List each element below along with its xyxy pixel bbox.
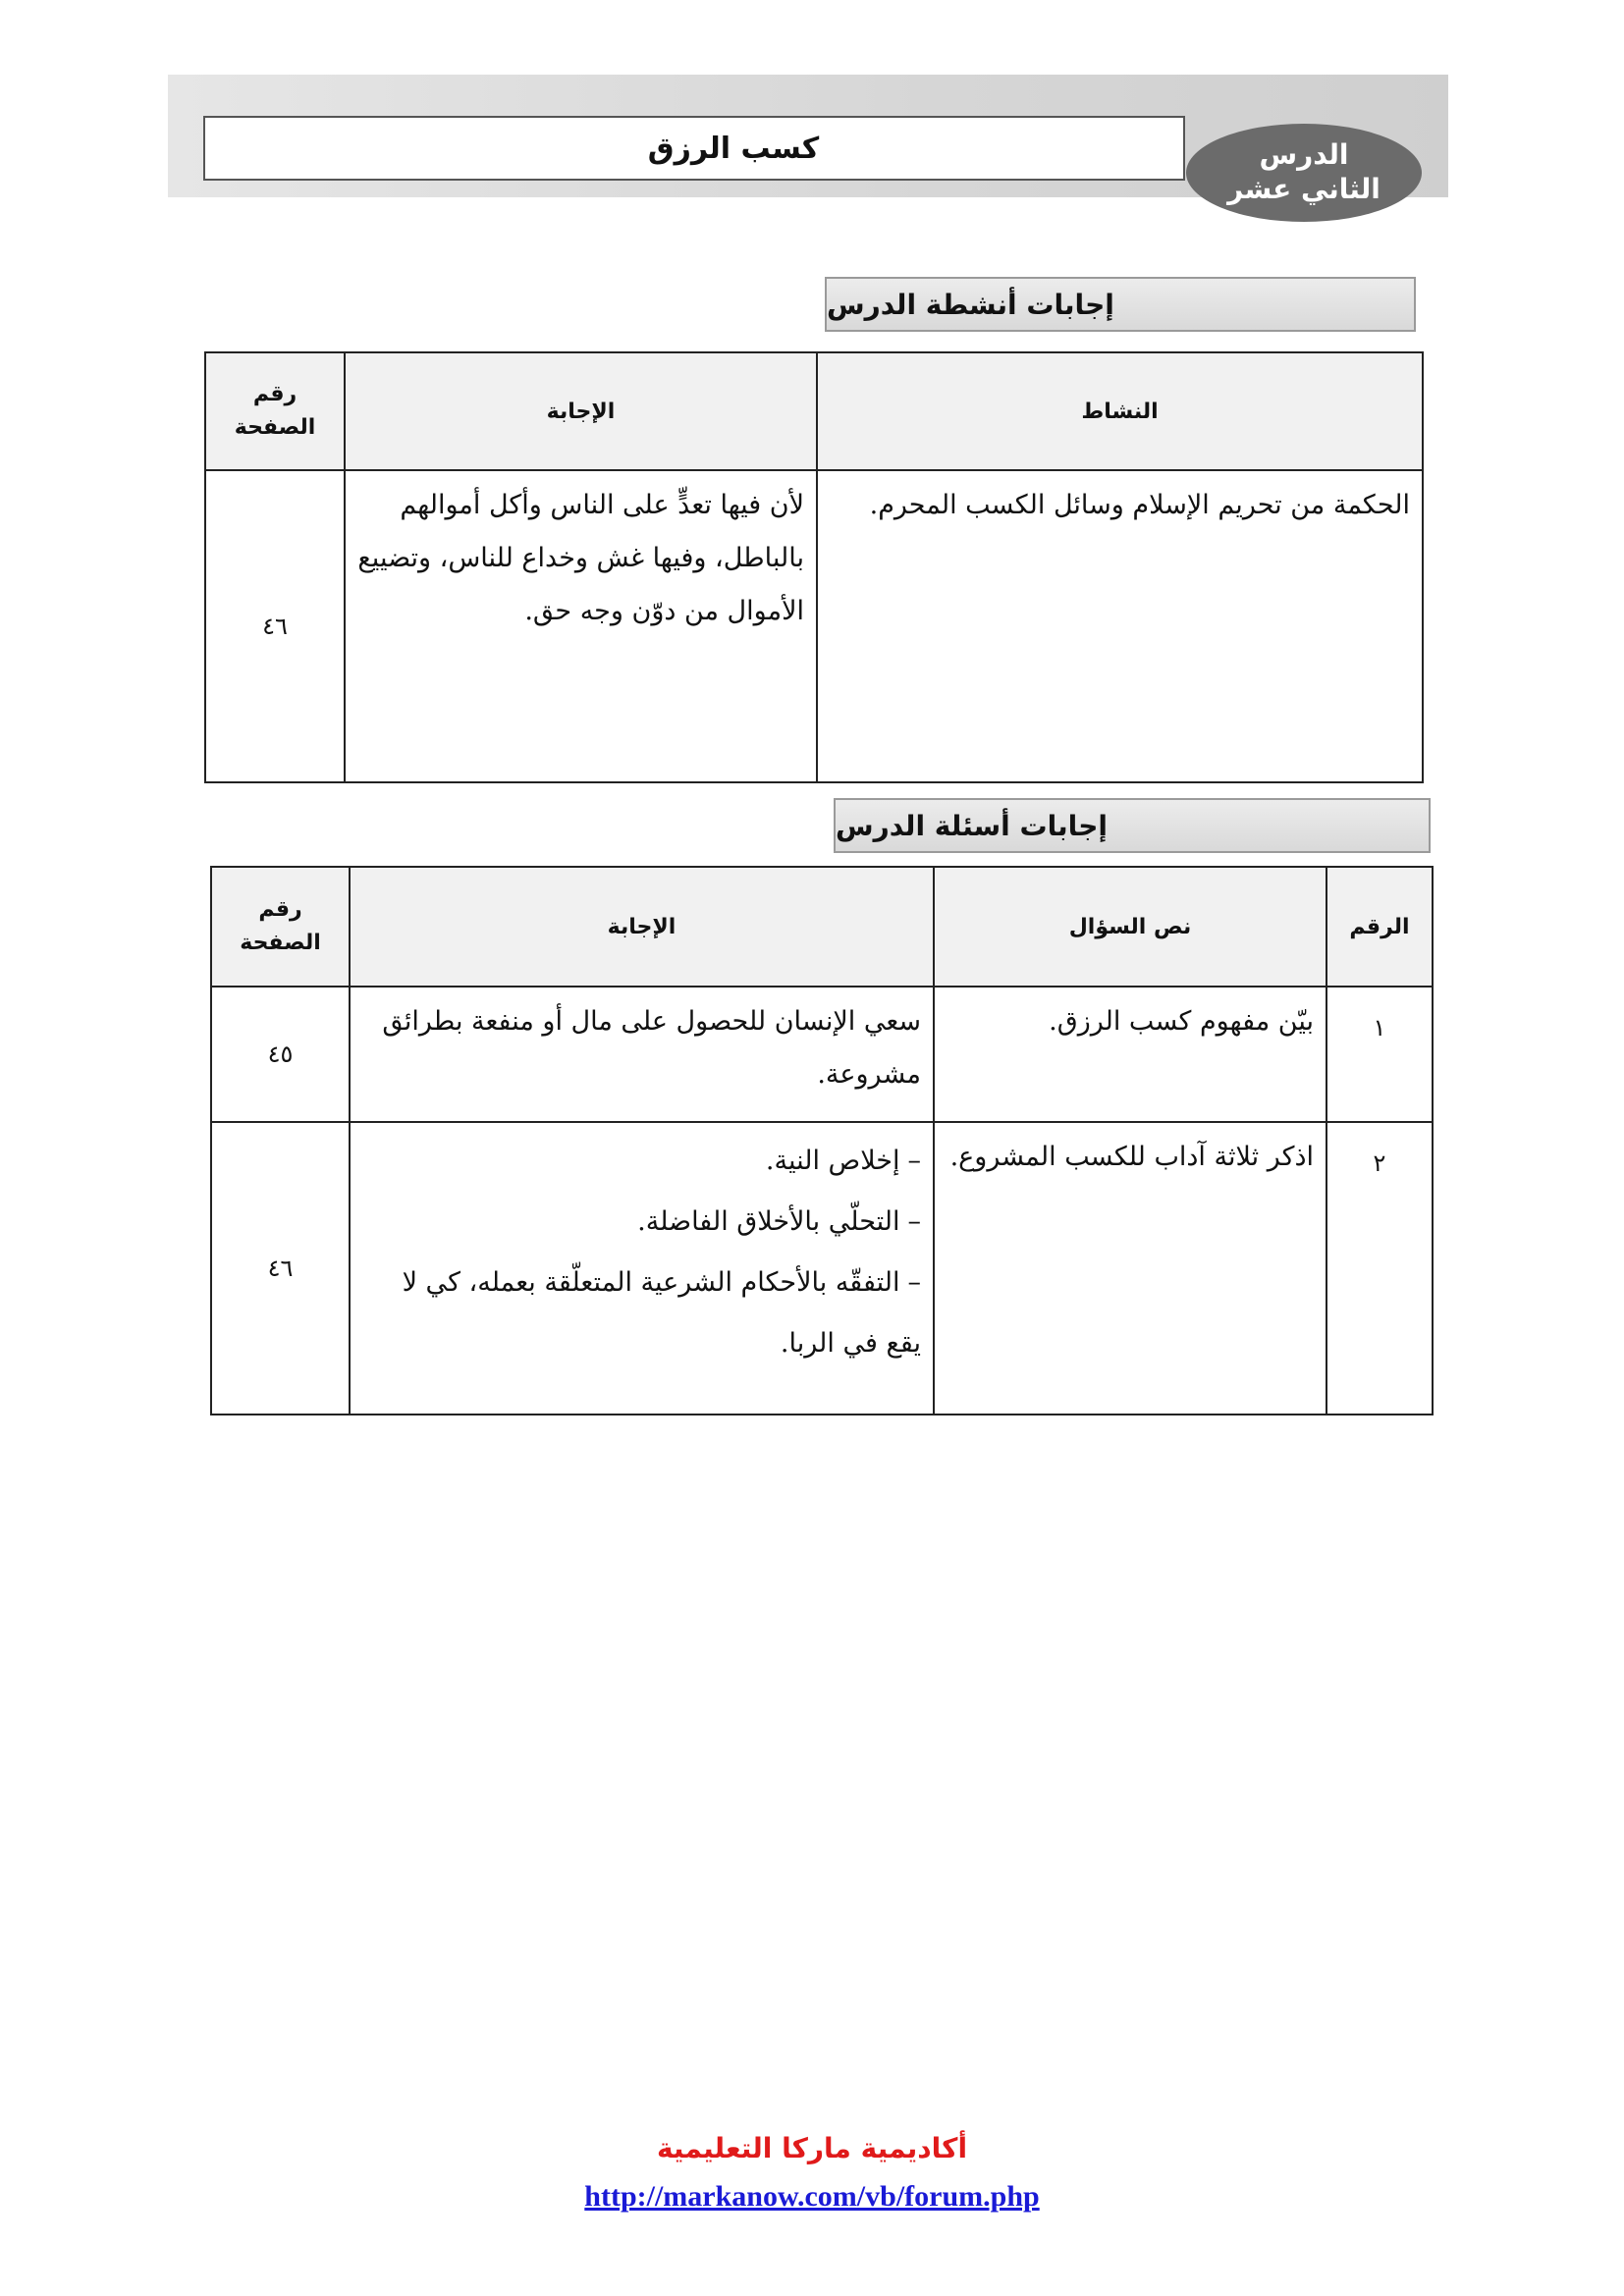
- answer-column-header: الإجابة: [350, 867, 934, 987]
- activities-section-title-text: إجابات أنشطة الدرس: [827, 288, 1114, 321]
- activity-column-header: النشاط: [817, 352, 1423, 470]
- page-header-line2: الصفحة: [240, 931, 321, 955]
- page-header-line1: رقم: [252, 382, 298, 406]
- page-column-header: [211, 867, 350, 987]
- question-text: اذكر ثلاثة آداب للكسب المشروع.: [934, 1122, 1326, 1415]
- list-item: –التحلّي بالأخلاق الفاضلة.: [637, 1206, 921, 1237]
- page-number: ٤٥: [211, 987, 350, 1122]
- page-number: ٤٦: [211, 1122, 350, 1415]
- questions-table: [210, 866, 1434, 1415]
- list-item: –التفقّه بالأحكام الشرعية المتعلّقة بعمله، كي لا يقع في الربا.: [402, 1267, 921, 1359]
- lesson-title: كسب الرزق: [647, 131, 820, 166]
- questions-section-title-text: إجابات أسئلة الدرس: [836, 809, 1108, 842]
- question-answer: سعي الإنسان للحصول على مال أو منفعة بطرائق مشروعة.: [350, 987, 934, 1122]
- answer-item-text: التحلّي بالأخلاق الفاضلة.: [637, 1206, 900, 1237]
- answer-list: [362, 1131, 921, 1374]
- answer-item-text: التفقّه بالأحكام الشرعية المتعلّقة بعمله، كي لا يقع في الربا.: [402, 1267, 921, 1359]
- question-number: ٢: [1326, 1122, 1433, 1415]
- question-column-header: نص السؤال: [934, 867, 1326, 987]
- question-answer-list-cell: [350, 1122, 934, 1415]
- forum-link[interactable]: http://markanow.com/vb/forum.php: [584, 2180, 1040, 2213]
- lesson-number-badge: [1186, 124, 1422, 222]
- activity-text: الحكمة من تحريم الإسلام وسائل الكسب المحرم.: [817, 470, 1423, 782]
- lesson-badge-number: الثاني عشر: [1227, 173, 1380, 205]
- answer-item-text: إخلاص النية.: [765, 1146, 900, 1176]
- list-item: –إخلاص النية.: [765, 1146, 921, 1176]
- page-header-line2: الصفحة: [234, 415, 316, 440]
- lesson-badge-label: الدرس: [1259, 138, 1349, 171]
- number-column-header: الرقم: [1326, 867, 1433, 987]
- questions-header-row: [211, 867, 1433, 987]
- activity-answer: لأن فيها تعدٍّ على الناس وأكل أموالهم بالباطل، وفيها غش وخداع للناس، وتضييع الأموال من دوّن وجه حق.: [345, 470, 817, 782]
- question-number: ١: [1326, 987, 1433, 1122]
- question-text: بيّن مفهوم كسب الرزق.: [934, 987, 1326, 1122]
- answer-column-header: الإجابة: [345, 352, 817, 470]
- page-column-header: [205, 352, 345, 470]
- page-number: ٤٦: [205, 470, 345, 782]
- table-row: [211, 1122, 1433, 1415]
- activities-header-row: [205, 352, 1423, 470]
- table-row: [211, 987, 1433, 1122]
- activities-section-title: [825, 277, 1416, 332]
- activities-table: [204, 351, 1424, 783]
- questions-section-title: [834, 798, 1431, 853]
- lesson-title-box: [203, 116, 1185, 181]
- table-row: [205, 470, 1423, 782]
- academy-name: أكاديمية ماركا التعليمية: [656, 2132, 968, 2164]
- page-header-line1: رقم: [258, 897, 302, 922]
